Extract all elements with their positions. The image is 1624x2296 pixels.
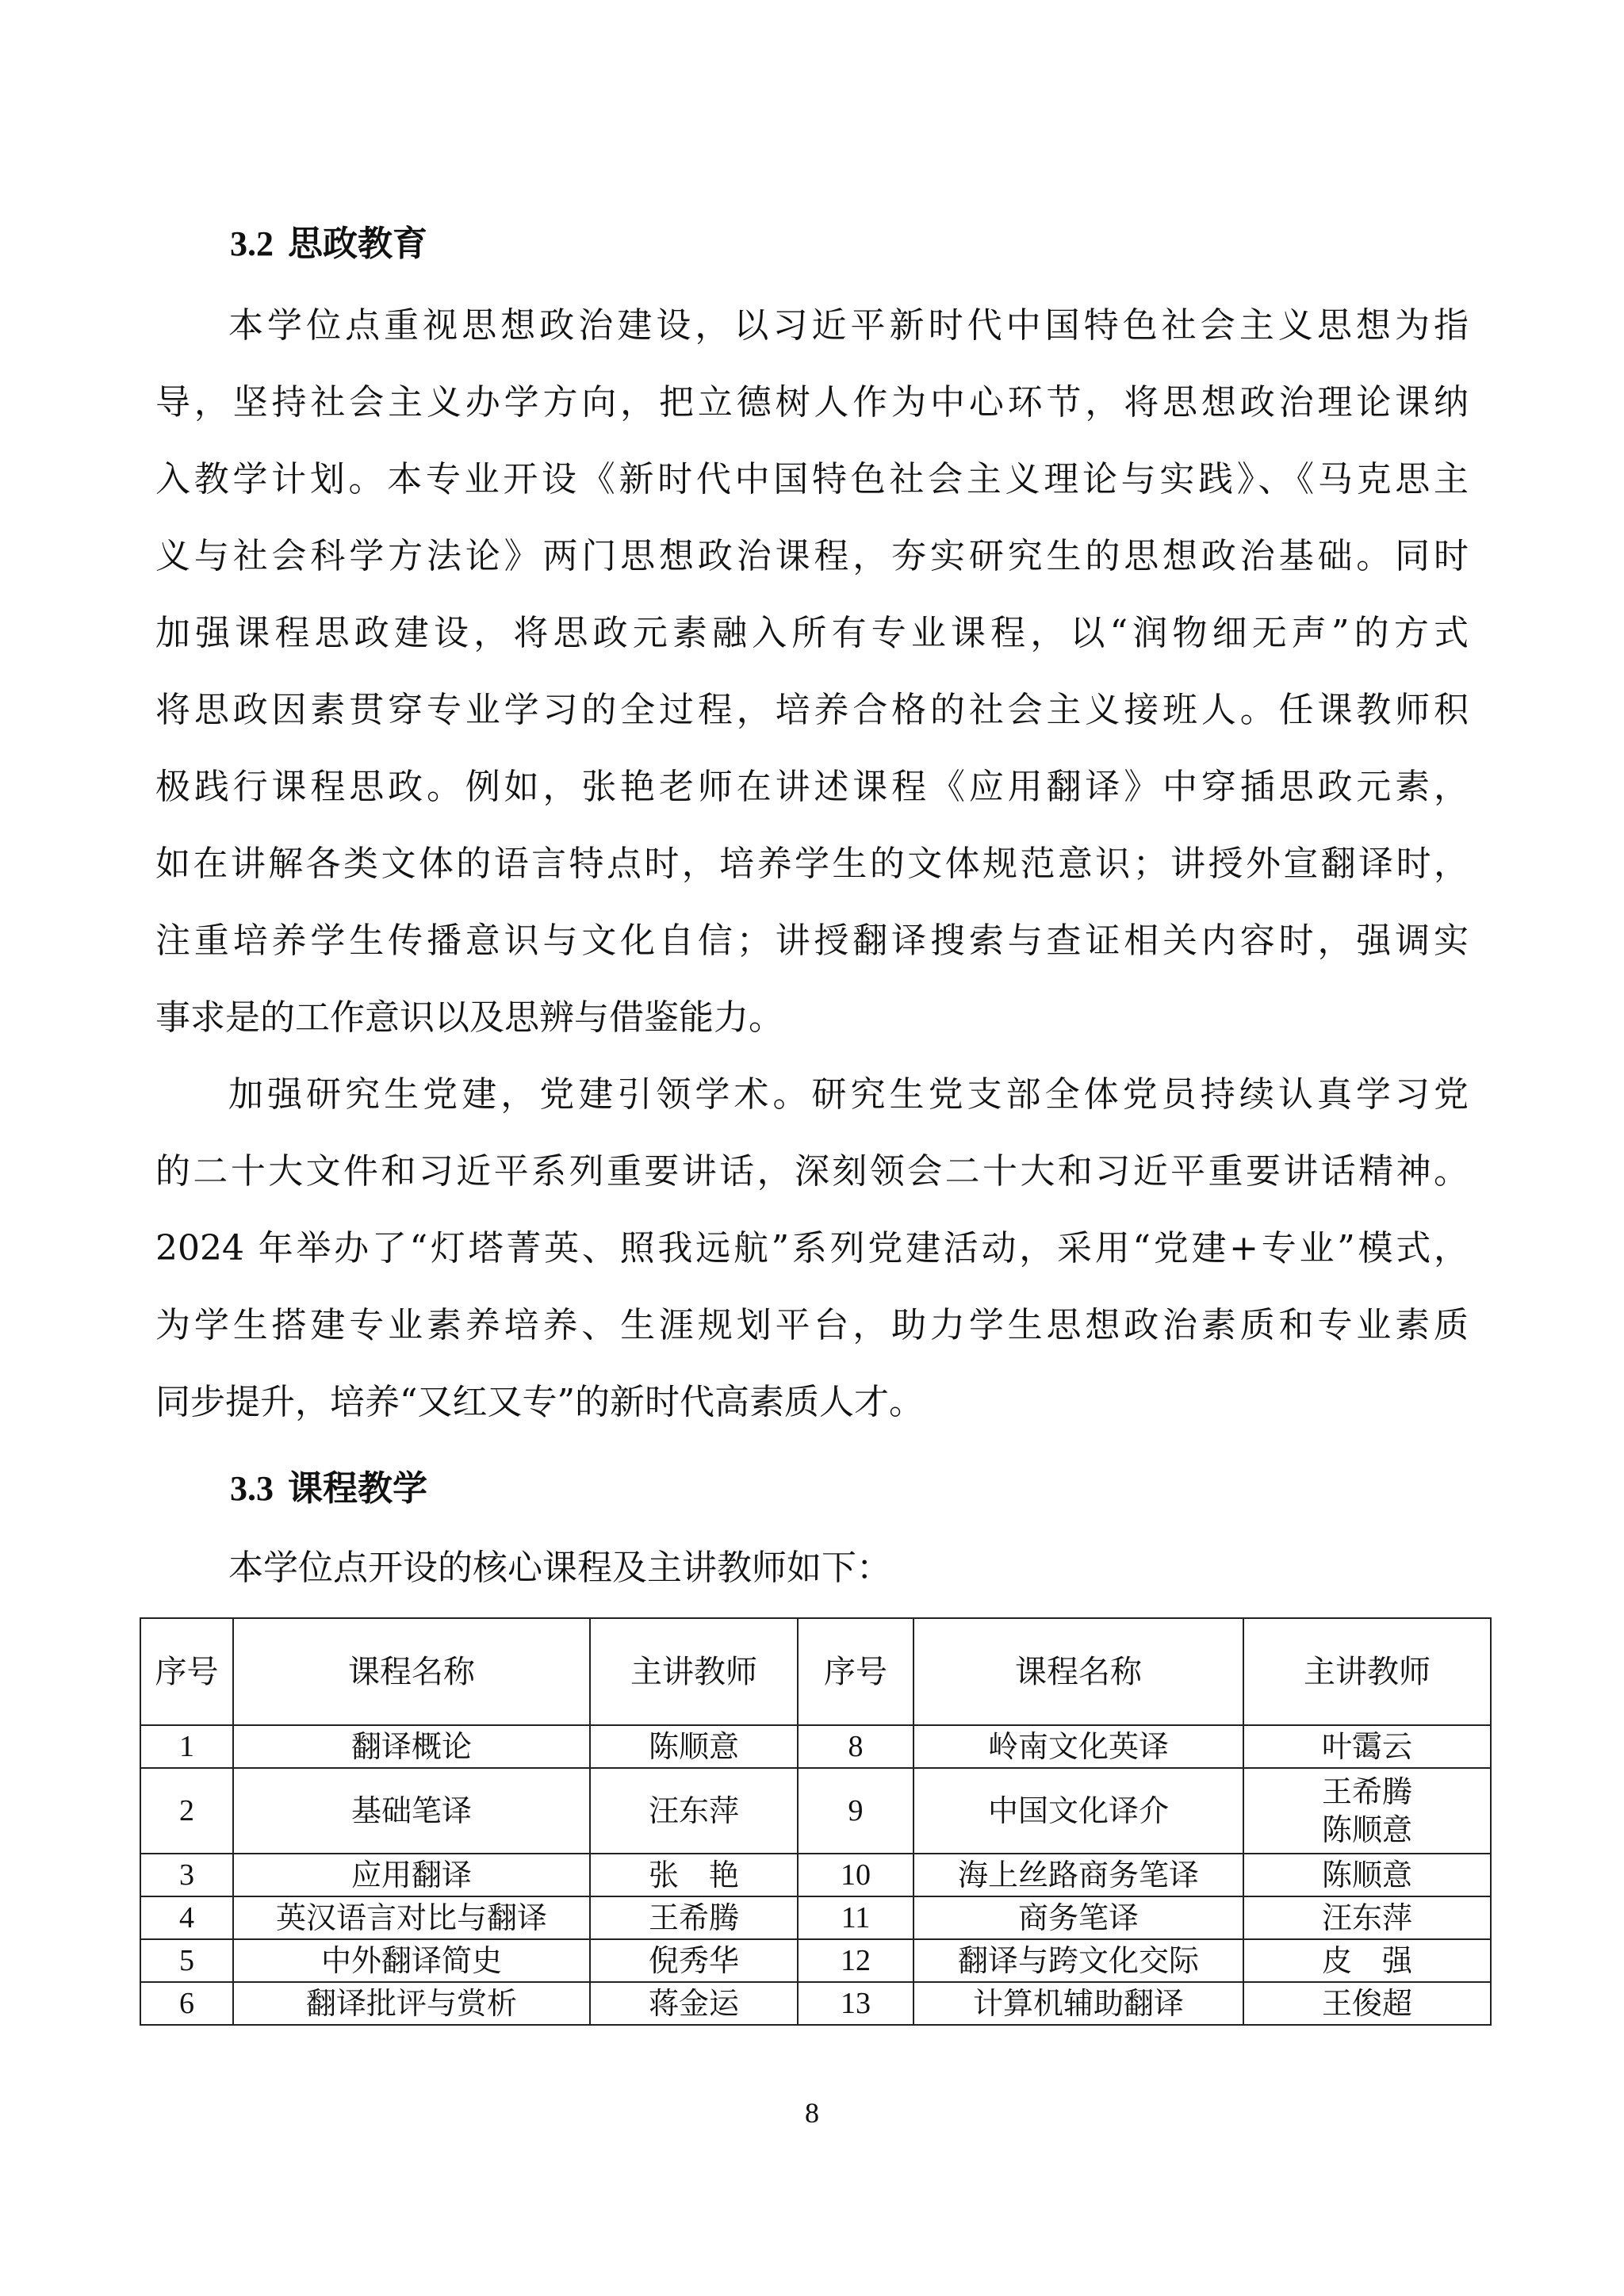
table-row bbox=[140, 1725, 1491, 1768]
table-row bbox=[140, 1896, 1491, 1939]
row-number: 6 bbox=[140, 1982, 233, 2025]
row-number: 9 bbox=[798, 1768, 914, 1854]
row-number: 11 bbox=[798, 1896, 914, 1939]
teacher-name bbox=[1243, 1896, 1491, 1939]
course-name: 中外翻译简史 bbox=[233, 1939, 590, 1982]
course-name: 翻译与跨文化交际 bbox=[914, 1939, 1243, 1982]
teacher-name: 倪秀华 bbox=[590, 1939, 798, 1982]
section-number: 3.3 bbox=[230, 1469, 274, 1508]
paragraph-line: 加强课程思政建设，将思政元素融入所有专业课程，以“润物细无声”的方式 bbox=[155, 613, 1469, 653]
teacher-name: 张 艳 bbox=[590, 1854, 798, 1896]
column-header: 主讲教师 bbox=[1243, 1618, 1491, 1725]
row-number: 2 bbox=[140, 1768, 233, 1854]
course-name: 计算机辅助翻译 bbox=[914, 1982, 1243, 2025]
table-row bbox=[140, 1768, 1491, 1854]
paragraph-line: 将思政因素贯穿专业学习的全过程，培养合格的社会主义接班人。任课教师积 bbox=[155, 690, 1469, 730]
teacher-name: 蒋金运 bbox=[590, 1982, 798, 2025]
course-name: 中国文化译介 bbox=[914, 1768, 1243, 1854]
section-heading-3-3 bbox=[230, 1465, 427, 1513]
paragraph-line: 本学位点重视思想政治建设，以习近平新时代中国特色社会主义思想为指 bbox=[228, 305, 1469, 346]
teacher-name bbox=[1243, 1939, 1491, 1982]
course-table bbox=[140, 1617, 1492, 2026]
teacher-name-line: 皮 强 bbox=[1321, 1943, 1412, 1978]
course-name: 海上丝路商务笔译 bbox=[914, 1854, 1243, 1896]
paragraph-line: 2024 年举办了“灯塔菁英、照我远航”系列党建活动，采用“党建+专业”模式， bbox=[155, 1228, 1469, 1269]
paragraph-line: 为学生搭建专业素养培养、生涯规划平台，助力学生思想政治素质和专业素质 bbox=[155, 1305, 1469, 1345]
row-number: 10 bbox=[798, 1854, 914, 1896]
row-number: 3 bbox=[140, 1854, 233, 1896]
paragraph-line: 导，坚持社会主义办学方向，把立德树人作为中心环节，将思想政治理论课纳 bbox=[155, 382, 1469, 423]
course-name: 翻译概论 bbox=[233, 1725, 590, 1768]
course-name: 基础笔译 bbox=[233, 1768, 590, 1854]
teacher-name: 陈顺意 bbox=[590, 1725, 798, 1768]
teacher-name-line: 叶霭云 bbox=[1321, 1729, 1412, 1764]
paragraph-line: 的二十大文件和习近平系列重要讲话，深刻领会二十大和习近平重要讲话精神。 bbox=[155, 1151, 1469, 1192]
table-intro: 本学位点开设的核心课程及主讲教师如下： bbox=[228, 1548, 891, 1588]
course-name: 应用翻译 bbox=[233, 1854, 590, 1896]
table-row bbox=[140, 1982, 1491, 2025]
teacher-name bbox=[1243, 1982, 1491, 2025]
teacher-name-line: 陈顺意 bbox=[1321, 1812, 1412, 1847]
paragraph-line: 事求是的工作意识以及思辨与借鉴能力。 bbox=[155, 997, 783, 1038]
section-heading-3-2 bbox=[230, 220, 427, 268]
table-header-row bbox=[140, 1618, 1491, 1725]
paragraph-line: 注重培养学生传播意识与文化自信；讲授翻译搜索与查证相关内容时，强调实 bbox=[155, 920, 1469, 961]
column-header: 主讲教师 bbox=[590, 1618, 798, 1725]
teacher-name: 王希腾 bbox=[590, 1896, 798, 1939]
row-number: 1 bbox=[140, 1725, 233, 1768]
table-row bbox=[140, 1854, 1491, 1896]
row-number: 5 bbox=[140, 1939, 233, 1982]
row-number: 8 bbox=[798, 1725, 914, 1768]
paragraph-line: 入教学计划。本专业开设《新时代中国特色社会主义理论与实践》、《马克思主 bbox=[155, 459, 1469, 499]
paragraph-line: 加强研究生党建，党建引领学术。研究生党支部全体党员持续认真学习党 bbox=[228, 1074, 1469, 1115]
course-name: 岭南文化英译 bbox=[914, 1725, 1243, 1768]
teacher-name-line: 王俊超 bbox=[1321, 1986, 1412, 2021]
teacher-name-line: 汪东萍 bbox=[1321, 1900, 1412, 1935]
teacher-name bbox=[1243, 1854, 1491, 1896]
row-number: 4 bbox=[140, 1896, 233, 1939]
section-title: 思政教育 bbox=[288, 224, 427, 264]
column-header: 课程名称 bbox=[233, 1618, 590, 1725]
course-name: 翻译批评与赏析 bbox=[233, 1982, 590, 2025]
teacher-name-line: 陈顺意 bbox=[1321, 1858, 1412, 1892]
teacher-name bbox=[1243, 1725, 1491, 1768]
column-header: 序号 bbox=[140, 1618, 233, 1725]
course-name: 英汉语言对比与翻译 bbox=[233, 1896, 590, 1939]
paragraph-line: 如在讲解各类文体的语言特点时，培养学生的文体规范意识；讲授外宣翻译时， bbox=[155, 844, 1469, 884]
section-number: 3.2 bbox=[230, 224, 274, 263]
column-header: 课程名称 bbox=[914, 1618, 1243, 1725]
table-row bbox=[140, 1939, 1491, 1982]
teacher-name bbox=[1243, 1768, 1491, 1854]
row-number: 13 bbox=[798, 1982, 914, 2025]
paragraph-line: 极践行课程思政。例如，张艳老师在讲述课程《应用翻译》中穿插思政元素， bbox=[155, 767, 1469, 807]
column-header: 序号 bbox=[798, 1618, 914, 1725]
teacher-name: 汪东萍 bbox=[590, 1768, 798, 1854]
section-title: 课程教学 bbox=[288, 1468, 427, 1509]
row-number: 12 bbox=[798, 1939, 914, 1982]
page-number: 8 bbox=[805, 2097, 819, 2129]
course-name: 商务笔译 bbox=[914, 1896, 1243, 1939]
paragraph-line: 同步提升，培养“又红又专”的新时代高素质人才。 bbox=[155, 1382, 924, 1422]
teacher-name-line: 王希腾 bbox=[1321, 1774, 1412, 1809]
paragraph-line: 义与社会科学方法论》两门思想政治课程，夯实研究生的思想政治基础。同时 bbox=[155, 536, 1469, 576]
